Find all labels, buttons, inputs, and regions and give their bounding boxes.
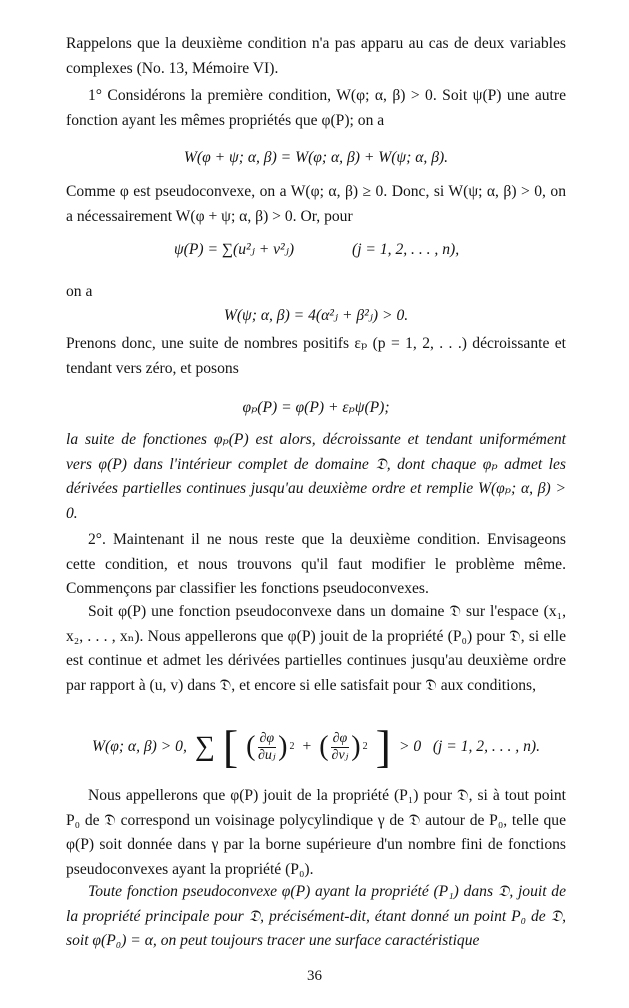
partial-term-v	[319, 731, 367, 764]
equation-2-left: ψ(P) = ∑(u²ⱼ + v²ⱼ)	[174, 241, 295, 258]
exponent: 2	[362, 741, 368, 752]
exponent: 2	[289, 741, 295, 752]
paragraph-5	[66, 332, 566, 381]
paragraph-2	[66, 84, 566, 133]
equation-5-right: > 0 (j = 1, 2, . . . , n).	[398, 738, 540, 755]
text-block: Comme φ est pseudoconvexe, on a W(φ; α, β) ≥ 0. Donc, si W(ψ; α, β) > 0, on a nécessairement W(φ + ψ; α, β) > 0. Or, pour	[66, 183, 566, 225]
fraction-u	[258, 731, 277, 764]
right-paren: )	[278, 731, 288, 762]
left-paren: (	[319, 731, 329, 762]
equation-3: W(ψ; α, β) = 4(α²ⱼ + β²ⱼ) > 0.	[223, 307, 409, 324]
text-block: Soit φ(P) une fonction pseudoconvexe dans un domaine 𝔇 sur l'espace (x₁, x₂, . . . , xₙ). Nous appellerons que φ(P) jouit de la propriété (P₀) pour 𝔇, si elle est continue et admet les dérivées partielles continues jusqu'au deuxième ordre par rapport à (u, v) dans 𝔇, et encore si elle satisfait pour 𝔇 aux conditions,	[66, 603, 566, 694]
text-block: Prenons donc, une suite de nombres positifs εₚ (p = 1, 2, . . .) décroissante et tendant vers zéro, et posons	[66, 335, 566, 377]
text-block: Nous appellerons que φ(P) jouit de la propriété (P₁) pour 𝔇, si à tout point P₀ de 𝔇 correspond un voisinage polycylindique γ de 𝔇 autour de P₀, telle que φ(P) soit donnée dans γ par la borne supérieure d'un nombre fini de fonctions pseudoconvexes ayant la propriété (P₀).	[66, 787, 566, 878]
text-block: on a	[66, 283, 93, 300]
fraction-numerator: ∂φ	[332, 730, 348, 746]
right-paren: )	[351, 731, 361, 762]
text-block: 1° Considérons la première condition, W(φ; α, β) > 0. Soit ψ(P) une autre fonction ayant les mêmes propriétés que φ(P); on a	[66, 87, 566, 129]
paragraph-8	[66, 600, 566, 698]
fraction-denominator: ∂vⱼ	[331, 747, 349, 763]
paragraph-6	[66, 428, 566, 526]
text-block: la suite de fonctiones φₚ(P) est alors, décroissante et tendant uniformément vers φ(P) dans l'intérieur complet de domaine 𝔇, dont chaque φₚ admet les dérivées partielles continues jusqu'au deuxième ordre et remplie W(φₚ; α, β) > 0.	[66, 431, 566, 522]
text-block: Rappelons que la deuxième condition n'a pas apparu au cas de deux variables complexes (No. 13, Mémoire VI).	[66, 35, 566, 77]
equation-1: W(φ + ψ; α, β) = W(φ; α, β) + W(ψ; α, β).	[183, 149, 449, 166]
fraction-v	[331, 731, 350, 764]
equation-5	[66, 716, 566, 778]
text-block: Toute fonction pseudoconvexe φ(P) ayant la propriété (P₁) dans 𝔇, jouit de la propriété principale pour 𝔇, précisément-dit, étant donné un point P₀ de 𝔇, soit φ(P₀) = α, on peut toujours tracer une surface caractéristique	[66, 883, 566, 950]
sum-symbol: ∑	[194, 731, 215, 762]
plus-sign: +	[302, 738, 312, 755]
paragraph-10	[66, 880, 566, 954]
equation-5-left: W(φ; α, β) > 0,	[92, 738, 187, 755]
equation-4: φₚ(P) = φ(P) + εₚψ(P);	[242, 399, 390, 416]
paragraph-7	[66, 528, 566, 602]
paragraph-3	[66, 180, 566, 229]
left-bracket: [	[222, 721, 239, 772]
paragraph-1	[66, 32, 566, 81]
fraction-numerator: ∂φ	[259, 730, 275, 746]
paragraph-4	[66, 280, 566, 305]
text-block: 2°. Maintenant il ne nous reste que la deuxième condition. Envisageons cette condition, et nous trouvons qu'il faut modifier le problème même. Commençons par classifier les fonctions pseudoconvexes.	[66, 531, 566, 598]
paragraph-9	[66, 784, 566, 882]
equation-2-right: (j = 1, 2, . . . , n),	[352, 241, 460, 258]
page-number: 36	[307, 968, 322, 984]
partial-term-u	[246, 731, 294, 764]
equation-5-row	[66, 716, 566, 778]
fraction-denominator: ∂uⱼ	[258, 747, 276, 763]
right-bracket: ]	[375, 721, 391, 772]
left-paren: (	[246, 731, 256, 762]
